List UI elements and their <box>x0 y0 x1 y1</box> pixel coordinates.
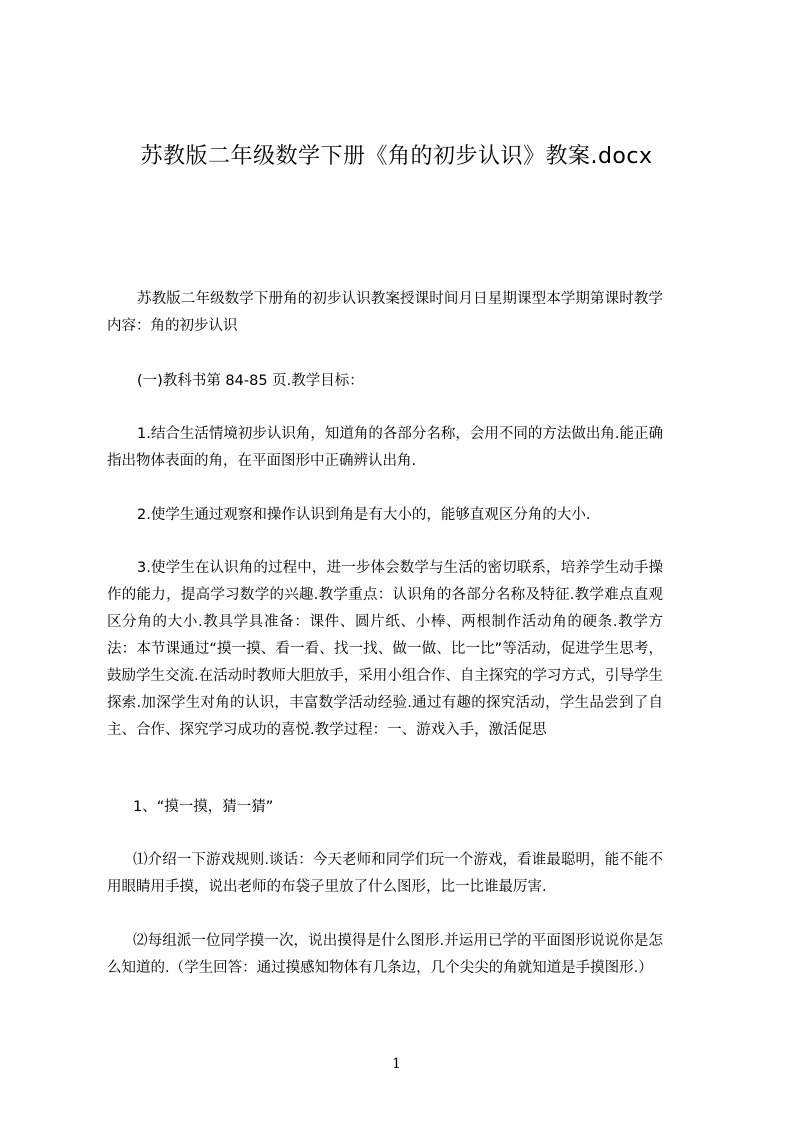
document-title: 苏教版二年级数学下册《角的初步认识》教案.docx <box>140 144 653 169</box>
paragraph-textbook-pages: (一)教科书第 84-85 页.教学目标： <box>137 373 364 389</box>
paragraph-goal-1: 1.结合生活情境初步认识角，知道角的各部分名称，会用不同的方法做出角.能正确指出物体表面的角，在平面图形中正确辨认出角. <box>107 426 663 469</box>
paragraph-goal-2: 2.使学生通过观察和操作认识到角是有大小的，能够直观区分角的大小. <box>137 507 591 523</box>
paragraph-activity-step-1: ⑴介绍一下游戏规则.谈话：今天老师和同学们玩一个游戏，看谁最聪明，能不能不用眼睛用手摸，说出老师的布袋子里放了什么图形，比一比谁最厉害. <box>107 852 663 895</box>
paragraph-goal-3: 3.使学生在认识角的过程中，进一步体会数学与生活的密切联系，培养学生动手操作的能力，提高学习数学的兴趣.教学重点：认识角的各部分名称及特征.教学难点直观区分角的大小.教具学具准备：课件、圆片纸、小棒、两根制作活动角的硬条.教学方法：本节课通过“摸一摸、看一看、找一找、做一做、比一比”等活动，促进学生思考，鼓励学生交流.在活动时教师大胆放手，采用小组合作、自主探究的学习方式，引导学生探索.加深学生对角的认识，丰富数学活动经验.通过有趣的探究活动，学生品尝到了自主、合作、探究学习成功的喜悦.教学过程：一、游戏入手，激活促思 <box>107 560 663 738</box>
paragraph-activity-heading: 1、“摸一摸，猜一猜” <box>133 799 274 815</box>
paragraph-intro: 苏教版二年级数学下册角的初步认识教案授课时间月日星期课型本学期第课时教学内容：角的初步认识 <box>107 291 663 334</box>
page-number: 1 <box>392 1056 401 1072</box>
paragraph-activity-step-2: ⑵每组派一位同学摸一次，说出摸得是什么图形.并运用已学的平面图形说说你是怎么知道的.（学生回答：通过摸感知物体有几条边，几个尖尖的角就知道是手摸图形.） <box>107 933 663 976</box>
